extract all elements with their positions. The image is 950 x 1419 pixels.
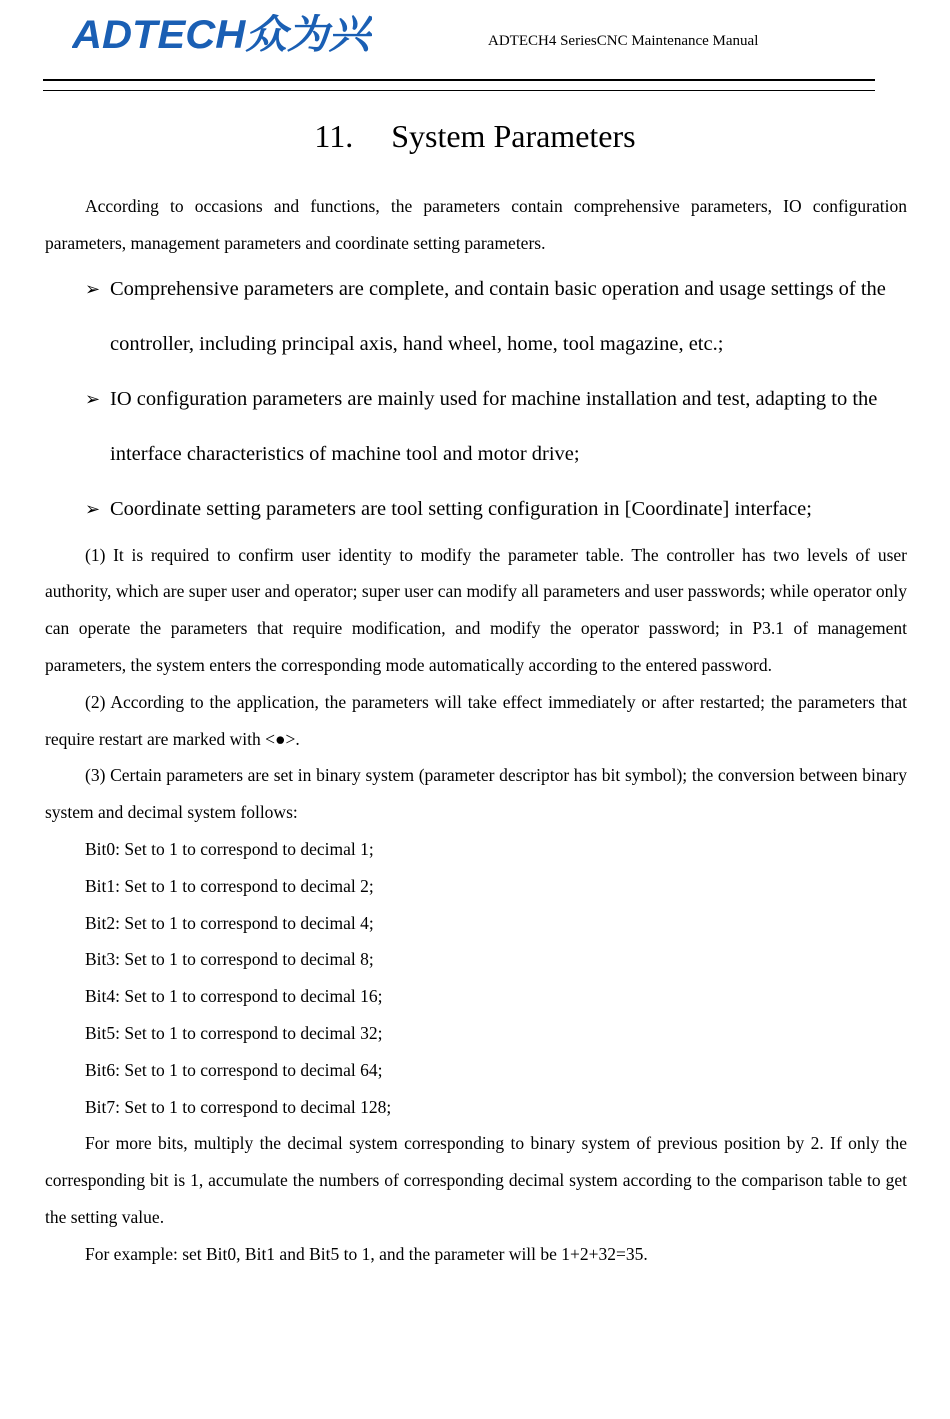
bit-line: Bit4: Set to 1 to correspond to decimal 16;: [85, 986, 383, 1007]
bit-line: Bit1: Set to 1 to correspond to decimal 2;: [85, 875, 374, 896]
bit-line: Bit3: Set to 1 to correspond to decimal 8;: [85, 949, 374, 970]
note-1-paragraph: (1) It is required to confirm user identity to modify the parameter table. The controller has two levels of user authority, which are super user and operator; super user can modify all parameters and user passwords; while operator only can operate the parameters that require modification, and modify the operator password; in P3.1 of management parameters, the system enters the corresponding mode automatically according to the entered password.: [45, 544, 907, 675]
bullet-text: Comprehensive parameters are complete, and contain basic operation and usage settings of the controller, including principal axis, hand wheel, home, tool magazine, etc.;: [110, 277, 886, 355]
bullet-item: [45, 482, 907, 537]
adtech-logo-graphic: [72, 14, 372, 54]
intro-paragraph: According to occasions and functions, the parameters contain comprehensive parameters, IO configuration parameters, management parameters and coordinate setting parameters.: [45, 196, 907, 253]
body-content: [45, 188, 907, 1273]
bit-conversion-list: [45, 831, 907, 1125]
bullet-item: [45, 372, 907, 482]
arrow-bullet-icon: ➢: [85, 388, 101, 410]
bit-line: Bit5: Set to 1 to correspond to decimal 32;: [85, 1022, 383, 1043]
manual-title: ADTECH4 SeriesCNC Maintenance Manual: [488, 33, 759, 49]
parameter-type-list: [45, 262, 907, 537]
header-rule-thick: [43, 79, 875, 81]
arrow-bullet-icon: ➢: [85, 278, 101, 300]
bullet-text: Coordinate setting parameters are tool setting configuration in [Coordinate] interface;: [110, 497, 812, 520]
section-title: System Parameters: [391, 118, 636, 154]
note-3-paragraph: (3) Certain parameters are set in binary system (parameter descriptor has bit symbol); the conversion between binary system and decimal system follows:: [45, 765, 907, 823]
section-number: 11.: [314, 118, 354, 154]
more-bits-paragraph: For more bits, multiply the decimal system corresponding to binary system of previous position by 2. If only the corresponding bit is 1, accumulate the numbers of corresponding decimal system according to the comparison table to get the setting value.: [45, 1133, 907, 1227]
note-2-paragraph: (2) According to the application, the parameters will take effect immediately or after restarted; the parameters that require restart are marked with <●>.: [45, 691, 907, 749]
logo-lettering: ADTECH众为兴: [72, 14, 372, 54]
bit-line: Bit6: Set to 1 to correspond to decimal 64;: [85, 1059, 383, 1080]
example-paragraph: For example: set Bit0, Bit1 and Bit5 to 1, and the parameter will be 1+2+32=35.: [85, 1243, 648, 1264]
bit-line: Bit0: Set to 1 to correspond to decimal 1;: [85, 838, 374, 859]
header-rule-thin: [43, 90, 875, 91]
company-logo: [72, 14, 372, 54]
bit-line: Bit7: Set to 1 to correspond to decimal 128;: [85, 1096, 392, 1117]
bullet-text: IO configuration parameters are mainly used for machine installation and test, adapting to the interface characteristics of machine tool and motor drive;: [110, 387, 878, 465]
bullet-item: [45, 262, 907, 372]
section-heading: [0, 118, 950, 155]
bit-line: Bit2: Set to 1 to correspond to decimal 4;: [85, 912, 374, 933]
arrow-bullet-icon: ➢: [85, 498, 101, 520]
